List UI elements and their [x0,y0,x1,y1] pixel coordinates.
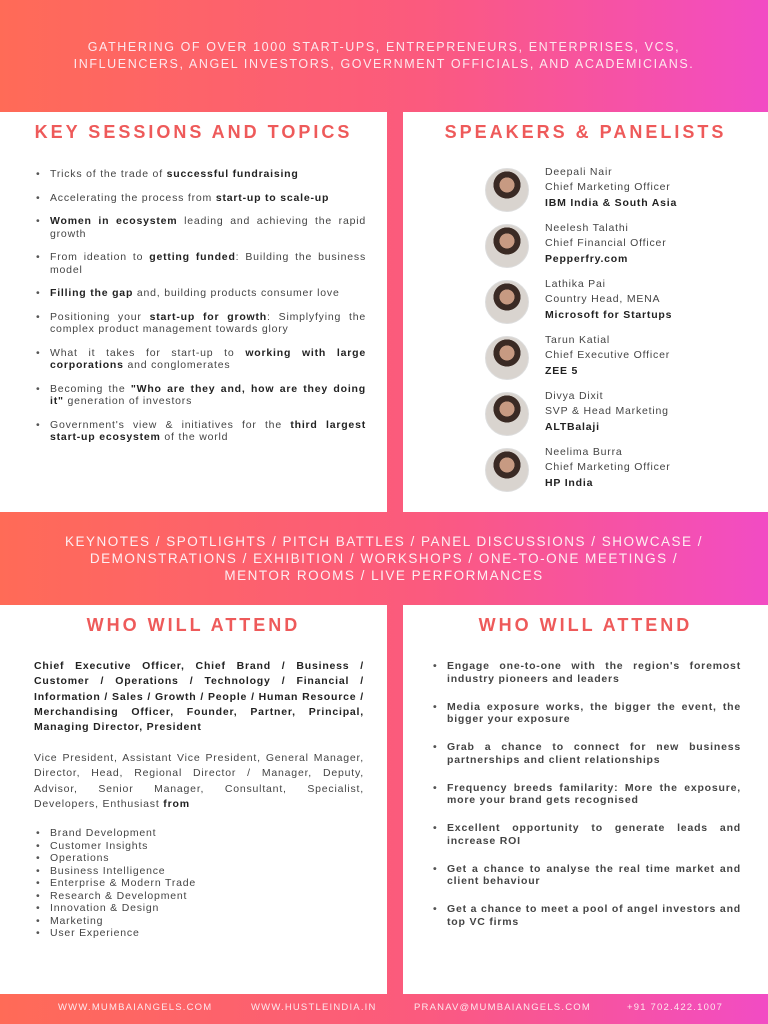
speakers-title: SPEAKERS & PANELISTS [444,122,727,142]
list-item: • Excellent opportunity to generate leads and increase ROI [433,822,741,847]
list-item: • Marketing [36,915,356,928]
key-sessions-panel [0,112,387,512]
who-attend-title: WHO WILL ATTEND [478,615,693,635]
speaker-role: SVP & Head Marketing [545,405,669,418]
list-item: • Operations [36,852,356,865]
speaker-name: Tarun Katial [545,333,611,346]
speaker-card [485,274,755,330]
list-item: • User Experience [36,927,356,940]
speaker-name: Neelesh Talathi [545,221,629,234]
avatar [485,392,529,436]
list-item: • Get a chance to analyse the real time market and client behaviour [433,863,741,888]
list-item: • Innovation & Design [36,902,356,915]
list-item: • Positioning your start-up for growth: Simplyfying the complex product management towards glory [36,311,366,336]
footer-phone: +91 702.422.1007 [627,1002,724,1013]
speaker-name: Lathika Pai [545,277,606,290]
avatar [485,336,529,380]
who-attend-left-panel [0,605,387,994]
speaker-role: Chief Executive Officer [545,349,670,362]
footer [0,994,768,1024]
speaker-role: Country Head, MENA [545,293,661,306]
formats-line-3: MENTOR ROOMS / LIVE PERFORMANCES [224,568,544,583]
speaker-name: Neelima Burra [545,445,623,458]
speaker-card [485,330,755,386]
footer-email[interactable]: PRANAV@MUMBAIANGELS.COM [414,1002,591,1013]
list-item: • Engage one-to-one with the region's foremost industry pioneers and leaders [433,660,741,685]
speaker-org: HP India [545,476,594,489]
avatar [485,224,529,268]
formats-line-2: DEMONSTRATIONS / EXHIBITION / WORKSHOPS / ONE-TO-ONE MEETINGS / [89,551,679,566]
list-item: • Research & Development [36,890,356,903]
who-attend-title: WHO WILL ATTEND [86,615,301,635]
attendee-roles-secondary: Vice President, Assistant Vice President, General Manager, Director, Head, Regional Director / Manager, Deputy, Advisor, Senior Manager, Consultant, Specialist, Developers, Enthusiast from [34,752,364,810]
list-item: • Filling the gap and, building products consumer love [36,287,366,300]
speaker-list [485,162,755,498]
attendee-roles: Chief Executive Officer, Chief Brand / Business / Customer / Operations / Technology / Financial / Information / Sales / Growth / People / Human Resource / Merchandising Officer, Founder, Partner, Principal, Managing Director, President [34,660,364,734]
speaker-card [485,442,755,498]
speaker-name: Deepali Nair [545,165,613,178]
list-item: • Media exposure works, the bigger the event, the bigger your exposure [433,701,741,726]
list-item: • Brand Development [36,827,356,840]
avatar [485,448,529,492]
speaker-org: IBM India & South Asia [545,196,678,209]
benefit-list [433,660,741,944]
list-item: • Government's view & initiatives for the third largest start-up ecosystem of the world [36,419,366,444]
speaker-org: Microsoft for Startups [545,308,673,321]
speaker-card [485,162,755,218]
list-item: • Women in ecosystem leading and achieving the rapid growth [36,215,366,240]
list-item: • From ideation to getting funded: Building the business model [36,251,366,276]
formats-band [0,512,768,605]
speaker-role: Chief Financial Officer [545,237,667,250]
list-item: • Customer Insights [36,840,356,853]
key-sessions-list [36,168,366,455]
key-sessions-title: KEY SESSIONS AND TOPICS [34,122,353,142]
list-item: • Accelerating the process from start-up to scale-up [36,192,366,205]
speaker-card [485,218,755,274]
speaker-card [485,386,755,442]
speaker-org: Pepperfry.com [545,252,629,265]
list-item: • Frequency breeds familarity: More the exposure, more your brand gets recognised [433,782,741,807]
list-item: • What it takes for start-up to working with large corporations and conglomerates [36,347,366,372]
list-item: • Tricks of the trade of successful fundraising [36,168,366,181]
footer-link-hustleindia[interactable]: WWW.HUSTLEINDIA.IN [251,1002,377,1013]
footer-link-mumbaiangels[interactable]: WWW.MUMBAIANGELS.COM [58,1002,213,1013]
list-item: • Business Intelligence [36,865,356,878]
speaker-role: Chief Marketing Officer [545,461,671,474]
who-attend-right-panel [403,605,768,994]
list-item: • Becoming the "Who are they and, how are they doing it" generation of investors [36,383,366,408]
formats-line-1: KEYNOTES / SPOTLIGHTS / PITCH BATTLES / PANEL DISCUSSIONS / SHOWCASE / [64,534,704,549]
speaker-role: Chief Marketing Officer [545,181,671,194]
speaker-org: ALTBalaji [545,420,600,433]
speaker-name: Divya Dixit [545,389,604,402]
avatar [485,280,529,324]
avatar [485,168,529,212]
banner-line-1: GATHERING OF OVER 1000 START-UPS, ENTREPRENEURS, ENTERPRISES, VCS, [87,40,681,54]
list-item: • Enterprise & Modern Trade [36,877,356,890]
speaker-org: ZEE 5 [545,364,579,377]
top-banner [0,0,768,112]
list-item: • Grab a chance to connect for new business partnerships and client relationships [433,741,741,766]
list-item: • Get a chance to meet a pool of angel investors and top VC firms [433,903,741,928]
speakers-panel [403,112,768,512]
department-list [36,827,356,940]
banner-line-2: INFLUENCERS, ANGEL INVESTORS, GOVERNMENT OFFICIALS, AND ACADEMICIANS. [73,57,695,71]
